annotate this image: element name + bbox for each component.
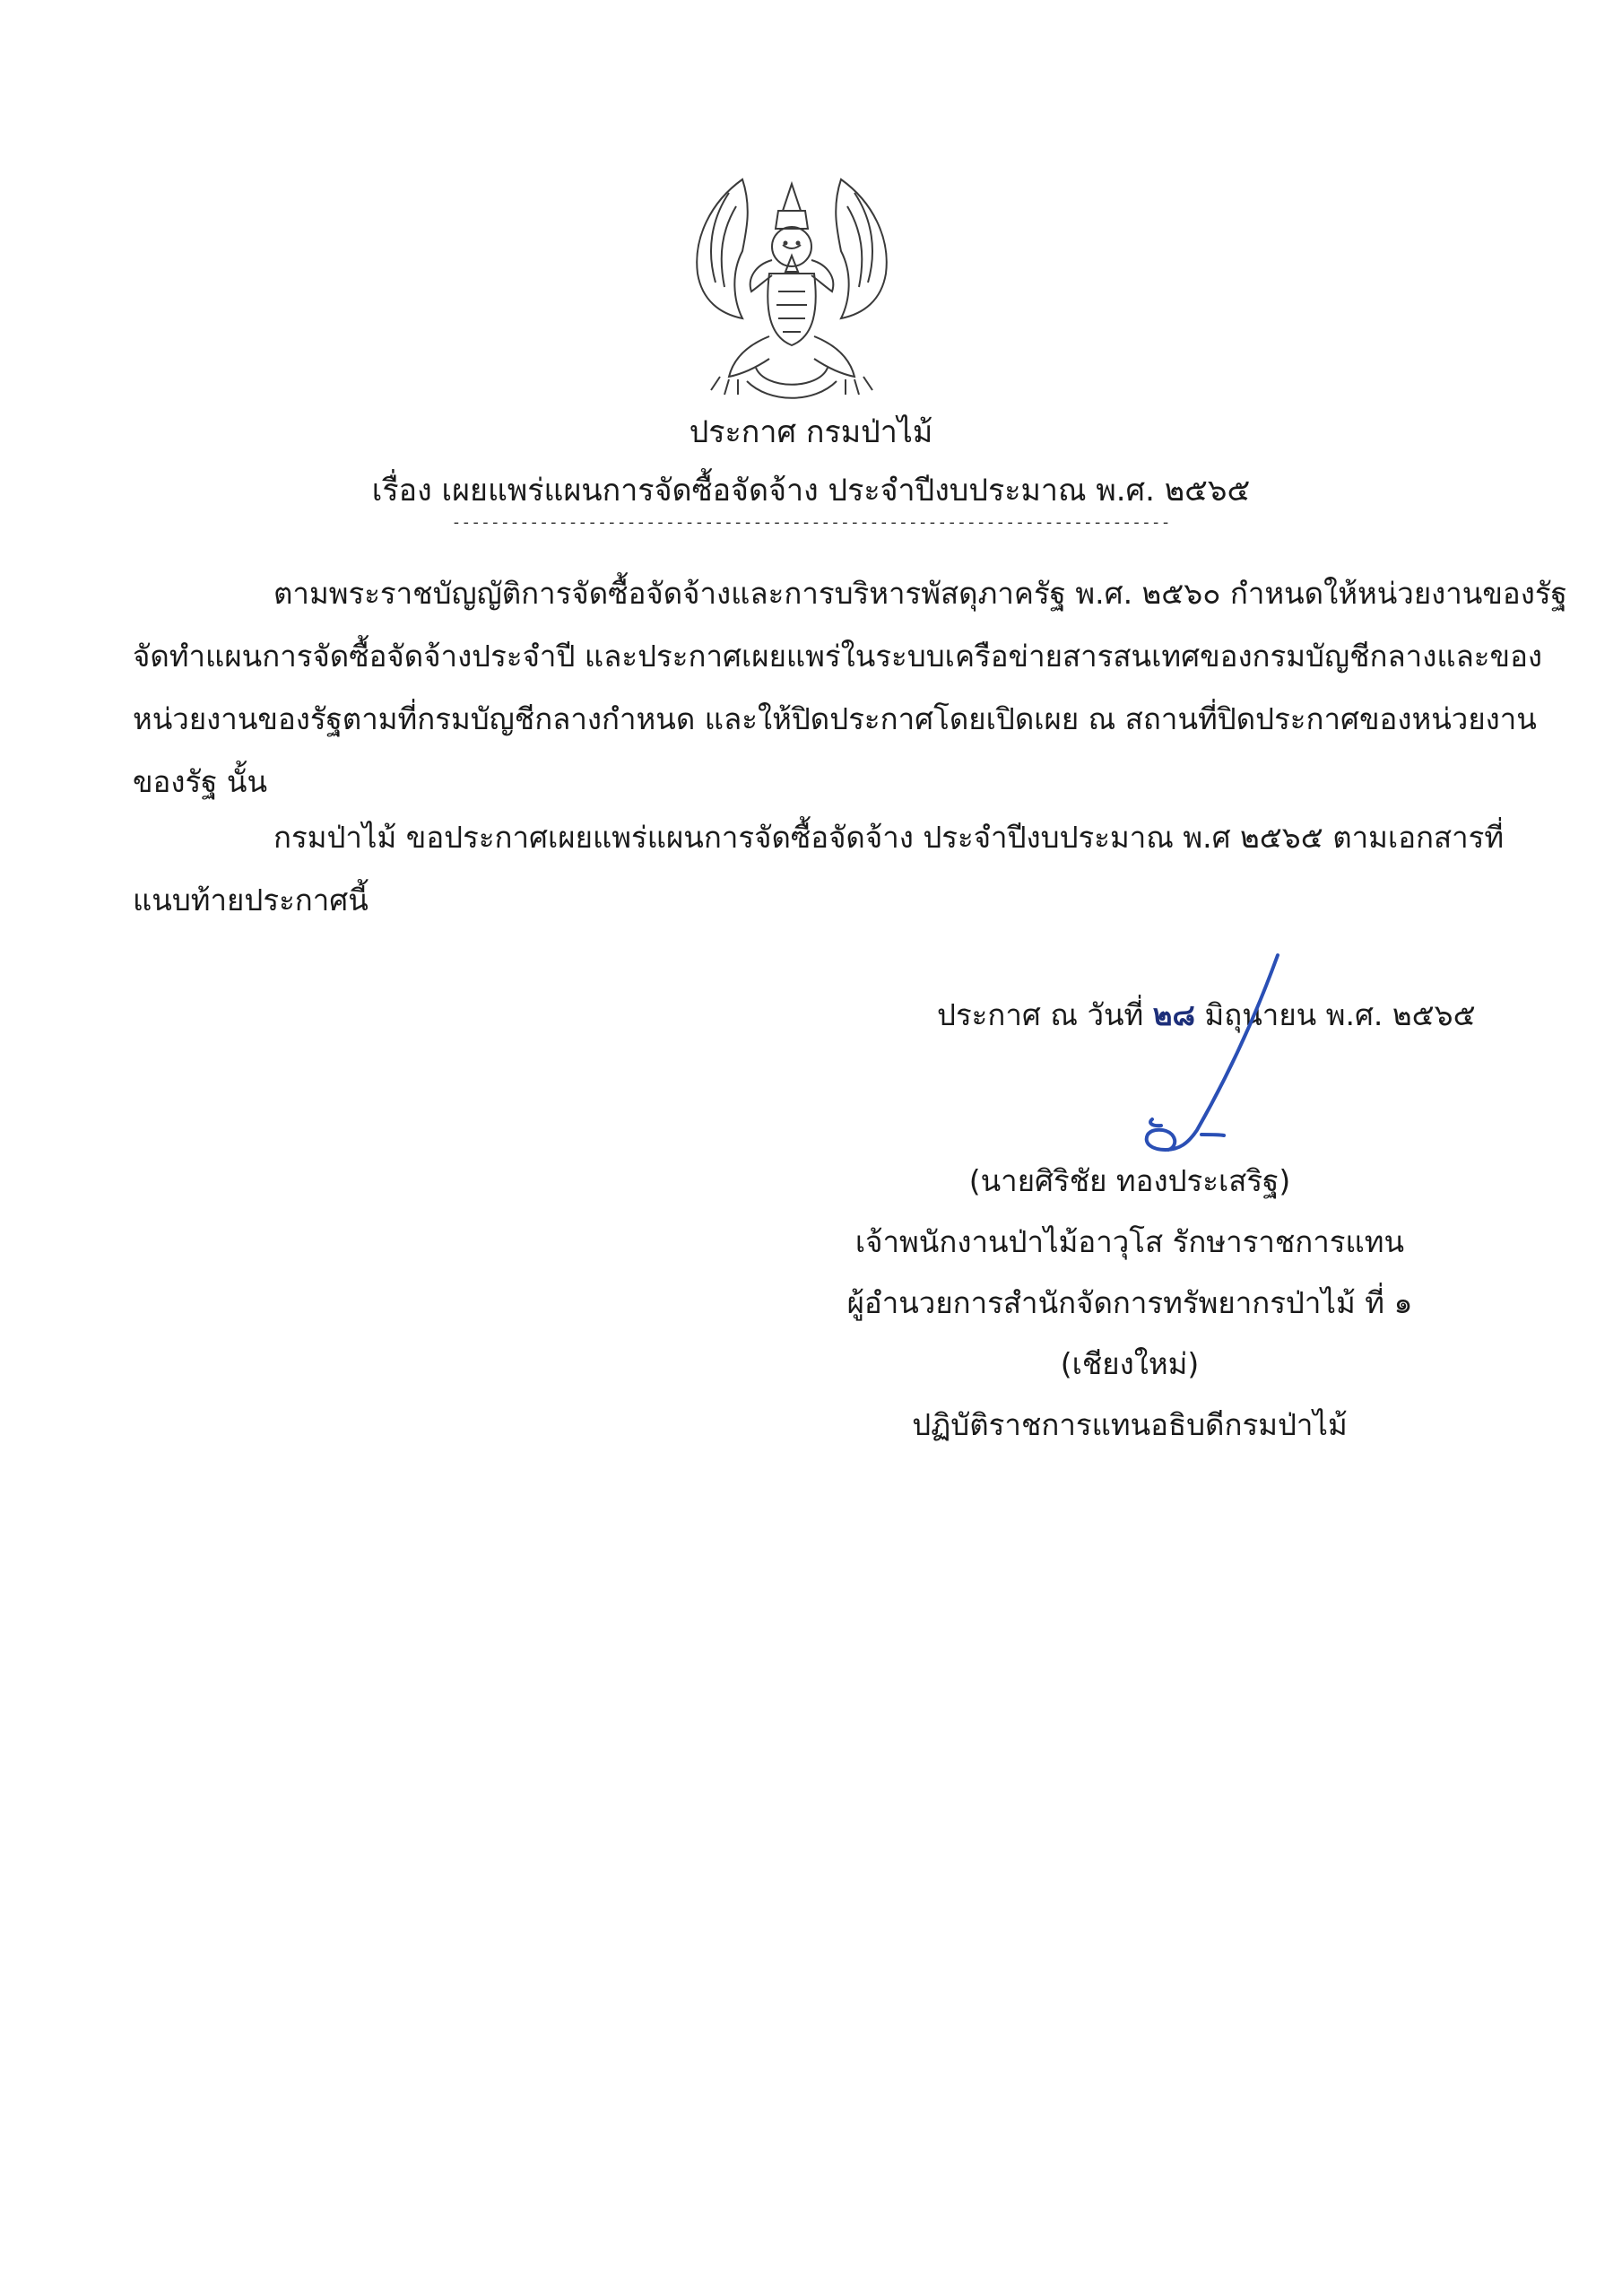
paragraph-2-line-2: แนบท้ายประกาศนี้ bbox=[133, 883, 369, 918]
date-day: ๒๘ bbox=[1152, 997, 1196, 1032]
document-title: ประกาศ กรมป่าไม้ bbox=[689, 414, 933, 450]
garuda-emblem-icon bbox=[657, 166, 926, 408]
paragraph-1-line-2: จัดทำแผนการจัดซื้อจัดจ้างประจำปี และประกาศเผยแพร่ในระบบเครือข่ายสารสนเทศของกรมบัญชีกลางและของ bbox=[133, 639, 1543, 674]
signatory-position-3: (เชียงใหม่) bbox=[1060, 1346, 1200, 1381]
signatory-name: (นายศิริชัย ทองประเสริฐ) bbox=[968, 1163, 1291, 1198]
paragraph-1-line-3: หน่วยงานของรัฐตามที่กรมบัญชีกลางกำหนด และให้ปิดประกาศโดยเปิดเผย ณ สถานที่ปิดประกาศของหน่วยงาน bbox=[133, 701, 1537, 736]
paragraph-1-line-4: ของรัฐ นั้น bbox=[133, 764, 268, 799]
date-rest: มิถุนายน พ.ศ. ๒๕๖๕ bbox=[1204, 997, 1476, 1032]
date-prefix: ประกาศ ณ วันที่ bbox=[937, 997, 1144, 1032]
signatory-position-1: เจ้าพนักงานป่าไม้อาวุโส รักษาราชการแทน bbox=[854, 1224, 1405, 1259]
signatory-position-2: ผู้อำนวยการสำนักจัดการทรัพยากรป่าไม้ ที่ ๑ bbox=[846, 1285, 1413, 1320]
paragraph-2-line-1: กรมป่าไม้ ขอประกาศเผยแพร่แผนการจัดซื้อจัดจ้าง ประจำปีงบประมาณ พ.ศ ๒๕๖๕ ตามเอกสารที่ bbox=[273, 820, 1505, 855]
handwritten-signature bbox=[1054, 951, 1305, 1166]
signatory-position-4: ปฏิบัติราชการแทนอธิบดีกรมป่าไม้ bbox=[912, 1407, 1348, 1442]
paragraph-1-line-1: ตามพระราชบัญญัติการจัดซื้อจัดจ้างและการบริหารพัสดุภาครัฐ พ.ศ. ๒๕๖๐ กำหนดให้หน่วยงานของรัฐ bbox=[273, 576, 1567, 611]
document-subject: เรื่อง เผยแพร่แผนการจัดซื้อจัดจ้าง ประจำปีงบประมาณ พ.ศ. ๒๕๖๕ bbox=[371, 473, 1251, 509]
divider-line: -------------------------------------------------------------------------- bbox=[451, 513, 1171, 532]
